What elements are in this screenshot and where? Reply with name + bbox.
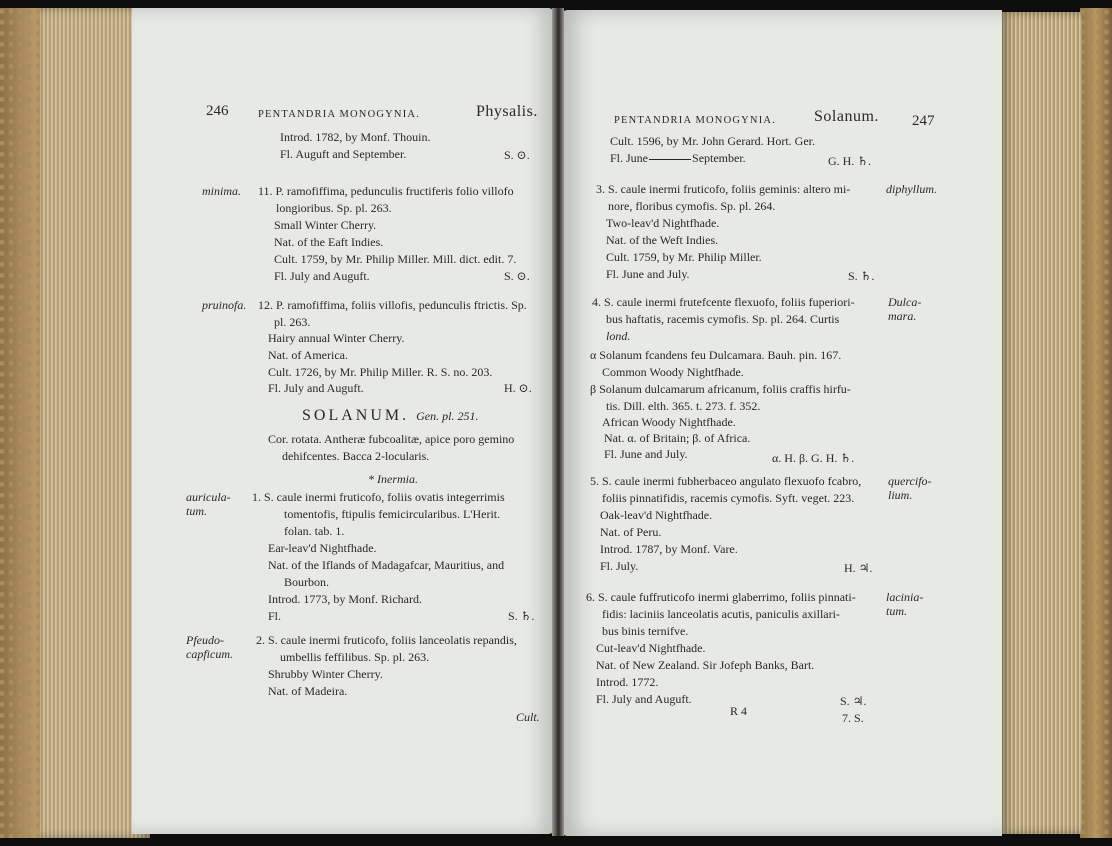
text-line: Cor. rotata. Antheræ fubcoalitæ, apice poro gemino [268, 432, 515, 446]
text-line: Nat. of Peru. [600, 525, 662, 539]
right-page [560, 10, 1002, 836]
text-line: 5. S. caule inermi fubherbaceo angulato flexuofo fcabro, [590, 474, 862, 488]
text-line: umbellis feffilibus. Sp. pl. 263. [280, 650, 430, 664]
text-line: Fl. July and Auguft. [596, 692, 692, 706]
text-line: Cult. 1596, by Mr. John Gerard. Hort. Ger. [610, 134, 815, 148]
text-line: Cult. 1759, by Mr. Philip Miller. Mill. dict. edit. 7. [274, 252, 517, 266]
dash-rule [649, 159, 691, 160]
genus-reference: Gen. pl. 251. [416, 409, 479, 423]
text-line: Nat. of America. [268, 348, 348, 362]
text-line: Cut-leav'd Nightfhade. [596, 641, 706, 655]
status-symbol: S. ♄. [848, 269, 875, 283]
text-line: Fl. June and July. [604, 447, 688, 461]
text-line: β Solanum dulcamarum africanum, foliis craffis hirfu- [590, 382, 851, 396]
text-line: Common Woody Nightfhade. [602, 365, 744, 379]
status-symbol: H. ♃. [844, 561, 873, 575]
text-line: Nat. of Madeira. [268, 684, 348, 698]
text-line: pl. 263. [274, 315, 311, 329]
text-line: Two-leav'd Nightfhade. [606, 216, 720, 230]
status-symbol: α. H. β. G. H. ♄. [772, 451, 855, 465]
text-line: Nat. of the Iflands of Madagafcar, Mauritius, and [268, 558, 505, 572]
book-gutter [552, 8, 564, 836]
text-line: nore, floribus cymofis. Sp. pl. 264. [608, 199, 776, 213]
text-fragment: Fl. June [610, 151, 649, 165]
left-page [132, 8, 556, 834]
genus-name: SOLANUM. [302, 407, 410, 424]
text-line: Fl. July and Auguft. [274, 269, 370, 283]
margin-note: mara. [888, 309, 917, 323]
margin-note: diphyllum. [886, 182, 937, 196]
signature-mark: R 4 [730, 704, 748, 718]
text-line: Small Winter Cherry. [274, 218, 377, 232]
margin-note: tum. [886, 604, 907, 618]
margin-note: lacinia- [886, 590, 924, 604]
text-line: 3. S. caule inermi fruticofo, foliis geminis: altero mi- [596, 182, 851, 196]
section-heading: * Inermia. [368, 472, 418, 486]
margin-note: minima. [202, 184, 241, 198]
text-line: α Solanum fcandens feu Dulcamara. Bauh. pin. 167. [590, 348, 842, 362]
text-line: bus haftatis, racemis cymofis. Sp. pl. 264. Curtis [606, 312, 840, 326]
margin-note: pruinofa. [202, 298, 247, 312]
running-genus: Physalis. [476, 103, 538, 120]
genus-heading [302, 409, 478, 423]
text-line: Shrubby Winter Cherry. [268, 667, 383, 681]
text-line: Cult. 1759, by Mr. Philip Miller. [606, 250, 762, 264]
text-line: 2. S. caule inermi fruticofo, foliis lanceolatis repandis, [256, 633, 517, 647]
text-line: Fl. [268, 609, 282, 623]
text-line: fidis: laciniis lanceolatis acutis, paniculis axillari- [602, 607, 840, 621]
margin-note: tum. [186, 504, 207, 518]
margin-note: quercifo- [888, 474, 932, 488]
page-number: 247 [912, 113, 935, 129]
text-line: Introd. 1787, by Monf. Vare. [600, 542, 738, 556]
page-number: 246 [206, 103, 229, 119]
text-line: Fl. Auguft and September. [280, 147, 407, 161]
text-line: tis. Dill. elth. 365. t. 273. f. 352. [606, 399, 761, 413]
book-cover-right [1080, 8, 1112, 838]
text-line: Fl. July. [600, 559, 639, 573]
text-line: folan. tab. 1. [284, 524, 345, 538]
text-line: 12. P. ramofiffima, foliis villofis, pedunculis ftrictis. Sp. [258, 298, 527, 312]
text-line: foliis pinnatifidis, racemis cymofis. Syft. veget. 223. [602, 491, 855, 505]
text-line: Introd. 1782, by Monf. Thouin. [280, 130, 431, 144]
text-line: Introd. 1773, by Monf. Richard. [268, 592, 422, 606]
catchword: Cult. [516, 710, 540, 724]
margin-note: Dulca- [888, 295, 922, 309]
text-line: Bourbon. [284, 575, 329, 589]
text-line: Ear-leav'd Nightfhade. [268, 541, 377, 555]
text-line: Fl. June and July. [606, 267, 690, 281]
running-head: PENTANDRIA MONOGYNIA. [258, 109, 421, 120]
margin-note: Pfeudo- [186, 633, 224, 647]
text-line: tomentofis, ftipulis femicircularibus. L'Herit. [284, 507, 501, 521]
text-line: 6. S. caule fuffruticofo inermi glaberrimo, foliis pinnati- [586, 590, 856, 604]
text-line: 1. S. caule inermi fruticofo, foliis ovatis integerrimis [252, 490, 505, 504]
text-line: Cult. 1726, by Mr. Philip Miller. R. S. no. 203. [268, 365, 493, 379]
text-line: 4. S. caule inermi frutefcente flexuofo, foliis fuperiori- [592, 295, 855, 309]
status-symbol: S. ⊙. [504, 269, 530, 283]
margin-note: lium. [888, 488, 913, 502]
margin-note: auricula- [186, 490, 231, 504]
text-line: Nat. of New Zealand. Sir Jofeph Banks, Bart. [596, 658, 815, 672]
text-line: Hairy annual Winter Cherry. [268, 331, 405, 345]
text-line: dehifcentes. Bacca 2-locularis. [282, 449, 430, 463]
status-symbol: S. ⊙. [504, 148, 530, 162]
text-fragment: September. [692, 151, 746, 165]
status-symbol: S. ♃. [840, 694, 867, 708]
text-line: Introd. 1772. [596, 675, 659, 689]
text-line: Nat. of the Weft Indies. [606, 233, 719, 247]
text-line: Nat. of the Eaft Indies. [274, 235, 384, 249]
status-symbol: S. ♄. [508, 609, 535, 623]
text-line [610, 151, 746, 165]
text-line: bus binis ternifve. [602, 624, 689, 638]
running-genus: Solanum. [814, 108, 879, 125]
margin-note: capficum. [186, 647, 233, 661]
page-edges-right [1000, 12, 1082, 834]
status-symbol: G. H. ♄. [828, 154, 872, 168]
running-head: PENTANDRIA MONOGYNIA. [614, 115, 777, 126]
status-symbol: H. ⊙. [504, 381, 532, 395]
text-line: African Woody Nightfhade. [602, 415, 736, 429]
text-line: longioribus. Sp. pl. 263. [276, 201, 392, 215]
text-line: Fl. July and Auguft. [268, 381, 364, 395]
catchword: 7. S. [842, 711, 864, 725]
text-line: lond. [606, 329, 631, 343]
text-line: 11. P. ramofiffima, pedunculis fructiferis folio villofo [258, 184, 514, 198]
text-line: Nat. α. of Britain; β. of Africa. [604, 431, 751, 445]
text-line: Oak-leav'd Nightfhade. [600, 508, 713, 522]
